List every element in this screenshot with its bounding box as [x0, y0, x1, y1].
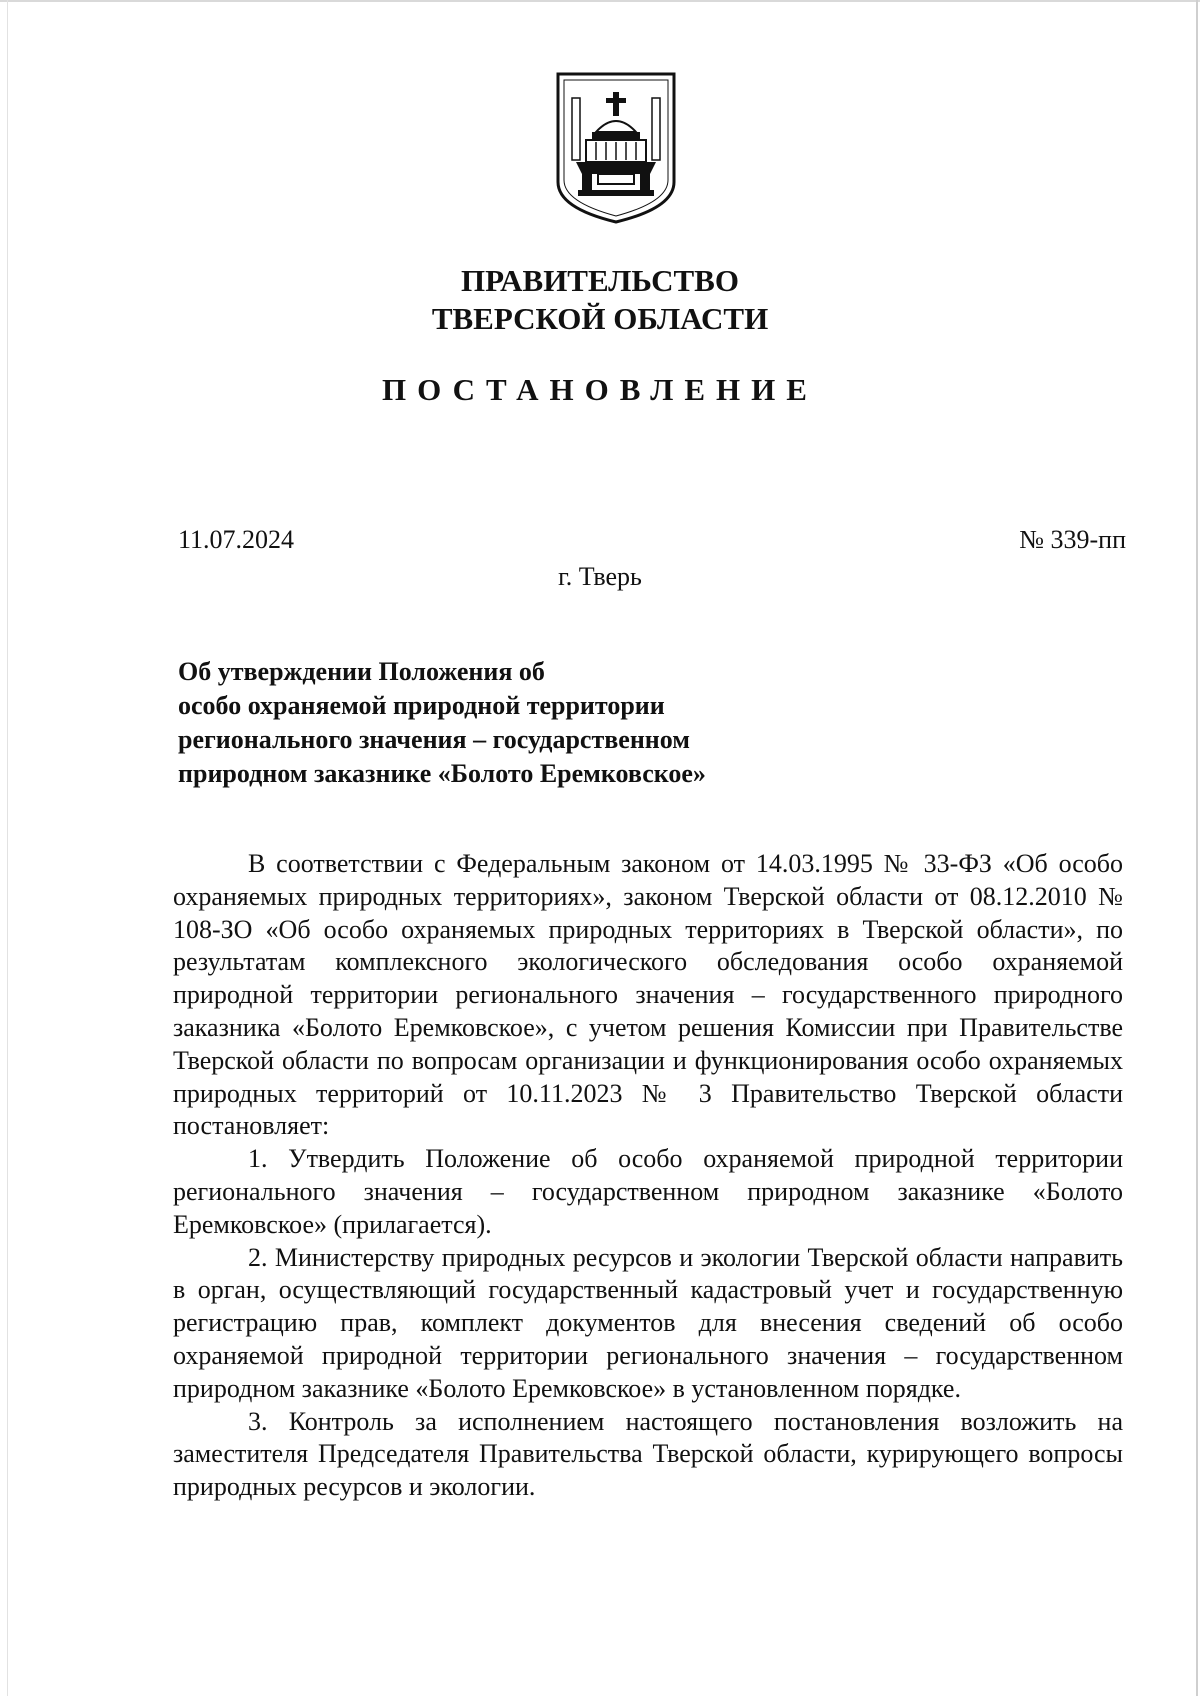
government-title-line1: ПРАВИТЕЛЬСТВО	[461, 263, 739, 298]
document-date: 11.07.2024	[178, 525, 295, 554]
coat-of-arms-icon	[552, 70, 680, 226]
scan-border-right	[1196, 0, 1198, 1696]
clause-2-paragraph: 2. Министерству природных ресурсов и экологии Тверской области направить в орган, осуществляющий государственный кадастровый учет и государственную регистрацию прав, комплект документов для внесения сведений об особо охраняемой природной территории регионального значения – государственном природном заказнике «Болото Еремковское» в установленном порядке.	[173, 1242, 1123, 1403]
document-type: ПОСТАНОВЛЕНИЕ	[382, 372, 818, 407]
scan-border-left	[7, 0, 8, 1696]
document-subject	[178, 655, 798, 791]
document-city: г. Тверь	[558, 562, 642, 591]
scan-border-top	[0, 0, 1200, 2]
document-number: № 339-пп	[1019, 525, 1126, 554]
subject-line: Об утверждении Положения об	[178, 657, 545, 686]
subject-line: особо охраняемой природной территории	[178, 691, 665, 720]
document-body	[173, 848, 1123, 1504]
government-title	[0, 262, 1200, 338]
preamble-paragraph: В соответствии с Федеральным законом от 14.03.1995 № 33-ФЗ «Об особо охраняемых природных территориях», законом Тверской области от 08.12.2010 № 108-ЗО «Об особо охраняемых природных территориях в Тверской области», по результатам комплексного экологического обследования особо охраняемой природной территории регионального значения – государственного природного заказника «Болото Еремковское», с учетом решения Комиссии при Правительстве Тверской области по вопросам организации и функционирования особо охраняемых природных территорий от 10.11.2023 № 3 Правительство Тверской области постановляет:	[173, 849, 1123, 1141]
clause-1-paragraph: 1. Утвердить Положение об особо охраняемой природной территории регионального значения – государственном природном заказнике «Болото Еремковское» (прилагается).	[173, 1144, 1123, 1239]
subject-line: природном заказнике «Болото Еремковское»	[178, 759, 706, 788]
government-title-line2: ТВЕРСКОЙ ОБЛАСТИ	[431, 301, 769, 336]
clause-3-paragraph: 3. Контроль за исполнением настоящего постановления возложить на заместителя Председателя Правительства Тверской области, курирующего вопросы природных ресурсов и экологии.	[173, 1406, 1123, 1502]
subject-line: регионального значения – государственном	[178, 725, 690, 754]
